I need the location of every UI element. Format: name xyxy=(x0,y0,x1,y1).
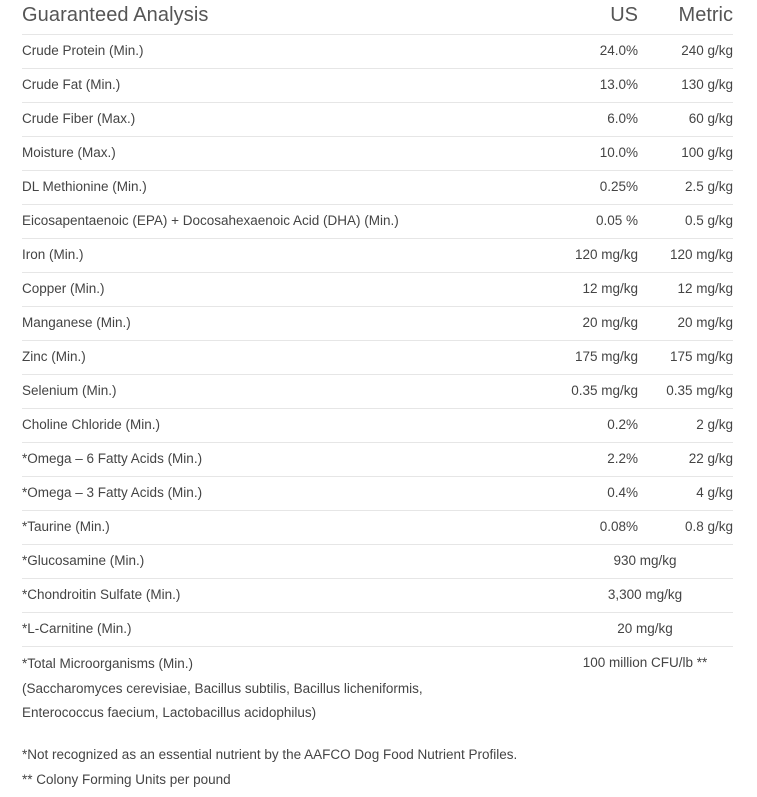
metric-value: 20 mg/kg xyxy=(677,315,733,330)
us-value: 120 mg/kg xyxy=(574,247,638,262)
table-row xyxy=(22,341,733,375)
nutrient-name: Manganese (Min.) xyxy=(22,315,131,330)
us-value: 0.08% xyxy=(599,519,638,534)
table-row xyxy=(22,171,733,205)
metric-value: 0.35 mg/kg xyxy=(666,383,733,398)
us-value: 12 mg/kg xyxy=(582,281,638,296)
nutrient-name: *L-Carnitine (Min.) xyxy=(22,621,132,636)
metric-value: 60 g/kg xyxy=(688,111,733,126)
us-value: 13.0% xyxy=(599,77,638,92)
metric-value: 4 g/kg xyxy=(696,485,733,500)
us-value: 2.2% xyxy=(607,451,638,466)
table-row xyxy=(22,545,733,579)
metric-value: 0.5 g/kg xyxy=(684,213,733,228)
metric-value: 100 g/kg xyxy=(681,145,733,160)
us-value: 20 mg/kg xyxy=(582,315,638,330)
nutrient-name: Selenium (Min.) xyxy=(22,383,117,398)
table-header xyxy=(22,0,733,35)
nutrient-value: 3,300 mg/kg xyxy=(607,587,683,602)
table-row xyxy=(22,137,733,171)
footnote-cfu: ** Colony Forming Units per pound xyxy=(22,772,231,787)
guaranteed-analysis-table xyxy=(22,0,733,759)
us-value: 0.25% xyxy=(599,179,638,194)
table-row xyxy=(22,409,733,443)
nutrient-name: *Omega – 3 Fatty Acids (Min.) xyxy=(22,485,203,500)
table-row xyxy=(22,273,733,307)
us-value: 10.0% xyxy=(599,145,638,160)
footnote-aafco: *Not recognized as an essential nutrient by the AAFCO Dog Food Nutrient Profiles. xyxy=(22,747,518,762)
metric-value: 2 g/kg xyxy=(696,417,733,432)
metric-value: 130 g/kg xyxy=(681,77,733,92)
nutrient-value: 930 mg/kg xyxy=(613,553,677,568)
nutrient-value: 20 mg/kg xyxy=(617,621,673,636)
table-row xyxy=(22,579,733,613)
nutrient-detail-line2: Enterococcus faecium, Lactobacillus acidophilus) xyxy=(22,705,317,720)
nutrient-name: Crude Fiber (Max.) xyxy=(22,111,136,126)
metric-value: 12 mg/kg xyxy=(677,281,733,296)
nutrient-name: *Chondroitin Sulfate (Min.) xyxy=(22,587,181,602)
nutrient-name: Zinc (Min.) xyxy=(22,349,86,364)
metric-value: 240 g/kg xyxy=(681,43,733,58)
us-value: 0.2% xyxy=(607,417,638,432)
metric-value: 2.5 g/kg xyxy=(684,179,733,194)
nutrient-name: Copper (Min.) xyxy=(22,281,105,296)
us-value: 6.0% xyxy=(607,111,638,126)
table-row xyxy=(22,443,733,477)
us-value: 0.05 % xyxy=(595,213,638,228)
nutrient-detail-line1: (Saccharomyces cerevisiae, Bacillus subtilis, Bacillus licheniformis, xyxy=(22,680,423,696)
table-body xyxy=(22,35,733,647)
table-row xyxy=(22,613,733,647)
nutrient-name: Eicosapentaenoic (EPA) + Docosahexaenoic Acid (DHA) (Min.) xyxy=(22,213,399,228)
nutrient-name: Moisture (Max.) xyxy=(22,145,116,160)
us-value: 0.35 mg/kg xyxy=(571,383,638,398)
table-row xyxy=(22,511,733,545)
column-header-metric: Metric xyxy=(678,4,733,26)
nutrient-name: Iron (Min.) xyxy=(22,247,84,262)
nutrient-name: DL Methionine (Min.) xyxy=(22,179,147,194)
metric-value: 0.8 g/kg xyxy=(684,519,733,534)
metric-value: 120 mg/kg xyxy=(669,247,733,262)
table-row xyxy=(22,69,733,103)
nutrient-name: Choline Chloride (Min.) xyxy=(22,417,161,432)
table-row xyxy=(22,307,733,341)
column-header-us: US xyxy=(610,4,638,26)
table-row xyxy=(22,103,733,137)
metric-value: 22 g/kg xyxy=(688,451,733,466)
table-row xyxy=(22,205,733,239)
nutrient-name: *Taurine (Min.) xyxy=(22,519,110,534)
table-row xyxy=(22,35,733,69)
footnotes xyxy=(22,742,517,792)
nutrient-name: *Glucosamine (Min.) xyxy=(22,553,145,568)
nutrient-name: Crude Fat (Min.) xyxy=(22,77,121,92)
table-row xyxy=(22,375,733,409)
metric-value: 175 mg/kg xyxy=(669,349,733,364)
us-value: 175 mg/kg xyxy=(574,349,638,364)
nutrient-name: *Omega – 6 Fatty Acids (Min.) xyxy=(22,451,203,466)
table-row xyxy=(22,239,733,273)
us-value: 24.0% xyxy=(599,43,638,58)
nutrient-name xyxy=(22,652,423,726)
nutrient-name-main: *Total Microorganisms (Min.) xyxy=(22,656,194,671)
table-row xyxy=(22,477,733,511)
us-value: 0.4% xyxy=(607,485,638,500)
table-title: Guaranteed Analysis xyxy=(22,4,209,26)
nutrient-name: Crude Protein (Min.) xyxy=(22,43,144,58)
nutrient-value: 100 million CFU/lb ** xyxy=(582,655,708,670)
